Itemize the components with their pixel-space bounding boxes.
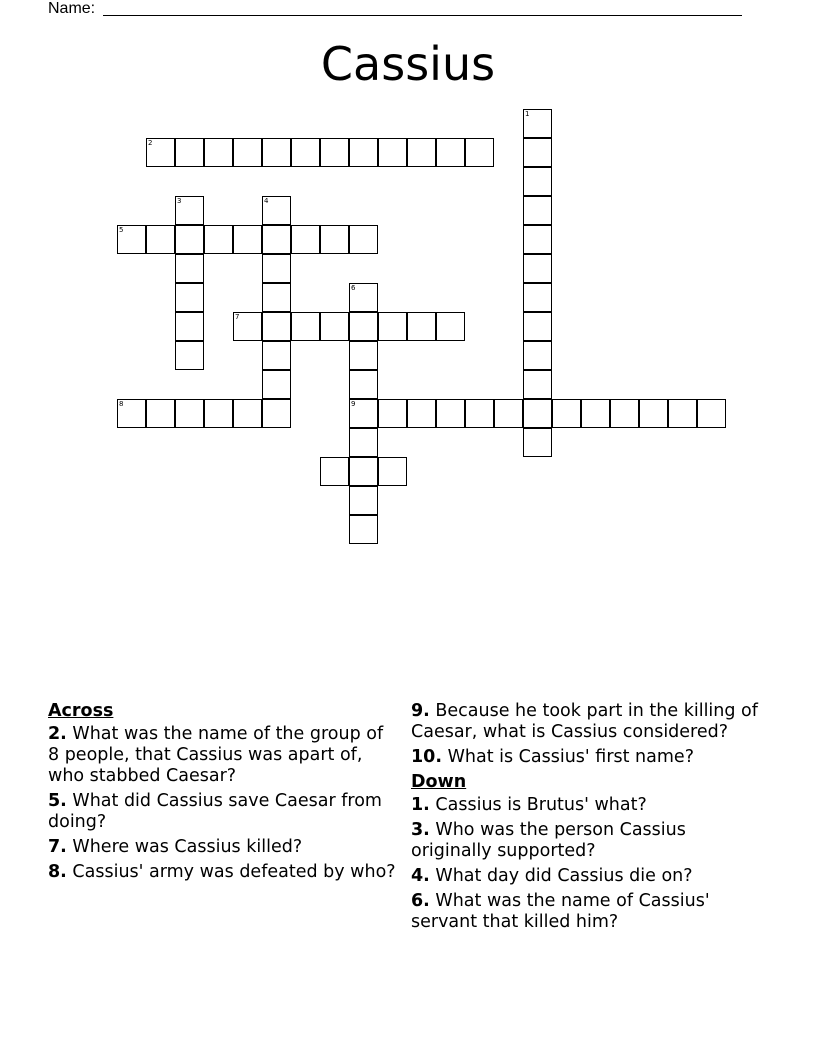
clue-item-text: What was the name of Cassius' servant that killed him?: [411, 891, 710, 932]
grid-cell[interactable]: [523, 254, 552, 283]
clue-item-text: What was the name of the group of 8 people, that Cassius was apart of, who stabbed Caesar?: [48, 724, 384, 786]
clue-number: 8: [119, 400, 124, 408]
grid-cell[interactable]: [175, 399, 204, 428]
grid-cell[interactable]: [175, 138, 204, 167]
grid-cell[interactable]: [320, 312, 349, 341]
grid-cell[interactable]: [523, 399, 552, 428]
clue-item: [411, 795, 771, 816]
grid-cell[interactable]: [581, 399, 610, 428]
clue-item-number: 9.: [411, 701, 430, 721]
grid-cell[interactable]: [349, 341, 378, 370]
grid-cell[interactable]: [175, 225, 204, 254]
grid-cell[interactable]: [436, 138, 465, 167]
clue-number: 7: [235, 313, 240, 321]
clue-number: 9: [351, 400, 356, 408]
grid-cell[interactable]: [262, 196, 291, 225]
clue-item-number: 6.: [411, 891, 430, 911]
grid-cell[interactable]: [262, 370, 291, 399]
grid-cell[interactable]: [349, 486, 378, 515]
grid-cell[interactable]: [146, 225, 175, 254]
clues-right-column: [411, 701, 771, 937]
clue-number: 4: [264, 197, 269, 205]
grid-cell[interactable]: [175, 341, 204, 370]
clue-item-text: What is Cassius' first name?: [447, 747, 694, 767]
clue-number: 2: [148, 139, 153, 147]
down-clue-list: [411, 795, 771, 933]
grid-cell[interactable]: [378, 138, 407, 167]
page-title: Cassius: [320, 37, 496, 91]
grid-cell[interactable]: [407, 312, 436, 341]
grid-cell[interactable]: [349, 428, 378, 457]
clue-item-text: What day did Cassius die on?: [435, 866, 693, 886]
grid-cell[interactable]: [233, 138, 262, 167]
grid-cell[interactable]: [233, 225, 262, 254]
grid-cell[interactable]: [262, 312, 291, 341]
grid-cell[interactable]: [349, 399, 378, 428]
grid-cell[interactable]: [523, 196, 552, 225]
grid-cell[interactable]: [349, 312, 378, 341]
grid-cell[interactable]: [465, 138, 494, 167]
grid-cell[interactable]: [320, 138, 349, 167]
grid-cell[interactable]: [204, 225, 233, 254]
grid-cell[interactable]: [523, 283, 552, 312]
grid-cell[interactable]: [204, 138, 233, 167]
grid-cell[interactable]: [349, 225, 378, 254]
clue-item: [411, 747, 771, 768]
grid-cell[interactable]: [349, 457, 378, 486]
clue-item: [411, 891, 771, 933]
grid-cell[interactable]: [262, 283, 291, 312]
grid-cell[interactable]: [378, 399, 407, 428]
grid-cell[interactable]: [639, 399, 668, 428]
grid-cell[interactable]: [175, 312, 204, 341]
clue-item-text: Cassius' army was defeated by who?: [72, 862, 396, 882]
grid-cell[interactable]: [262, 225, 291, 254]
clue-item: [411, 701, 771, 743]
grid-cell[interactable]: [349, 138, 378, 167]
grid-cell[interactable]: [233, 312, 262, 341]
grid-cell[interactable]: [523, 341, 552, 370]
clue-item-number: 1.: [411, 795, 430, 815]
grid-cell[interactable]: [349, 515, 378, 544]
clue-item-number: 4.: [411, 866, 430, 886]
clue-item-number: 3.: [411, 820, 430, 840]
clue-item-number: 7.: [48, 837, 67, 857]
grid-cell[interactable]: [117, 225, 146, 254]
grid-cell[interactable]: [610, 399, 639, 428]
grid-cell[interactable]: [494, 399, 523, 428]
grid-cell[interactable]: [523, 428, 552, 457]
grid-cell[interactable]: [523, 370, 552, 399]
grid-cell[interactable]: [175, 283, 204, 312]
grid-cell[interactable]: [262, 341, 291, 370]
clue-item: [411, 866, 771, 887]
clue-number: 1: [525, 110, 530, 118]
clue-number: 6: [351, 284, 356, 292]
grid-cell[interactable]: [291, 312, 320, 341]
clue-item-text: Because he took part in the killing of Caesar, what is Cassius considered?: [411, 701, 758, 742]
grid-cell[interactable]: [523, 109, 552, 138]
clue-number: 5: [119, 226, 124, 234]
across-clue-list-continued: [411, 701, 771, 768]
grid-cell[interactable]: [146, 138, 175, 167]
grid-cell[interactable]: [204, 399, 233, 428]
grid-cell[interactable]: [291, 138, 320, 167]
grid-cell[interactable]: [262, 399, 291, 428]
clue-item: [48, 837, 398, 858]
grid-cell[interactable]: [175, 196, 204, 225]
grid-cell[interactable]: [175, 254, 204, 283]
grid-cell[interactable]: [523, 225, 552, 254]
clue-item: [48, 724, 398, 787]
clue-item-text: What did Cassius save Caesar from doing?: [48, 791, 382, 832]
grid-cell[interactable]: [465, 399, 494, 428]
across-heading: Across: [48, 701, 114, 721]
grid-cell[interactable]: [523, 167, 552, 196]
grid-cell[interactable]: [523, 312, 552, 341]
grid-cell[interactable]: [349, 283, 378, 312]
clue-item: [48, 862, 398, 883]
grid-cell[interactable]: [378, 312, 407, 341]
grid-cell[interactable]: [146, 399, 175, 428]
grid-cell[interactable]: [262, 138, 291, 167]
grid-cell[interactable]: [407, 138, 436, 167]
grid-cell[interactable]: [117, 399, 146, 428]
across-clue-list: [48, 724, 398, 883]
clue-item-text: Cassius is Brutus' what?: [435, 795, 647, 815]
clues-left-column: [48, 701, 398, 887]
grid-cell[interactable]: [436, 399, 465, 428]
grid-cell[interactable]: [552, 399, 581, 428]
grid-cell[interactable]: [523, 138, 552, 167]
grid-cell[interactable]: [436, 312, 465, 341]
down-heading: Down: [411, 772, 467, 792]
grid-cell[interactable]: [697, 399, 726, 428]
grid-cell[interactable]: [378, 457, 407, 486]
grid-cell[interactable]: [262, 254, 291, 283]
clue-item-text: Where was Cassius killed?: [72, 837, 303, 857]
grid-cell[interactable]: [233, 399, 262, 428]
grid-cell[interactable]: [349, 370, 378, 399]
clue-number: 3: [177, 197, 182, 205]
grid-cell[interactable]: [668, 399, 697, 428]
clue-item: [48, 791, 398, 833]
clue-item-number: 10.: [411, 747, 443, 767]
clue-item-number: 2.: [48, 724, 67, 744]
grid-cell[interactable]: [407, 399, 436, 428]
clue-item: [411, 820, 771, 862]
clue-item-number: 8.: [48, 862, 67, 882]
clue-item-text: Who was the person Cassius originally supported?: [411, 820, 686, 861]
grid-cell[interactable]: [320, 457, 349, 486]
clue-item-number: 5.: [48, 791, 67, 811]
name-label: Name:: [48, 0, 96, 17]
grid-cell[interactable]: [320, 225, 349, 254]
grid-cell[interactable]: [291, 225, 320, 254]
